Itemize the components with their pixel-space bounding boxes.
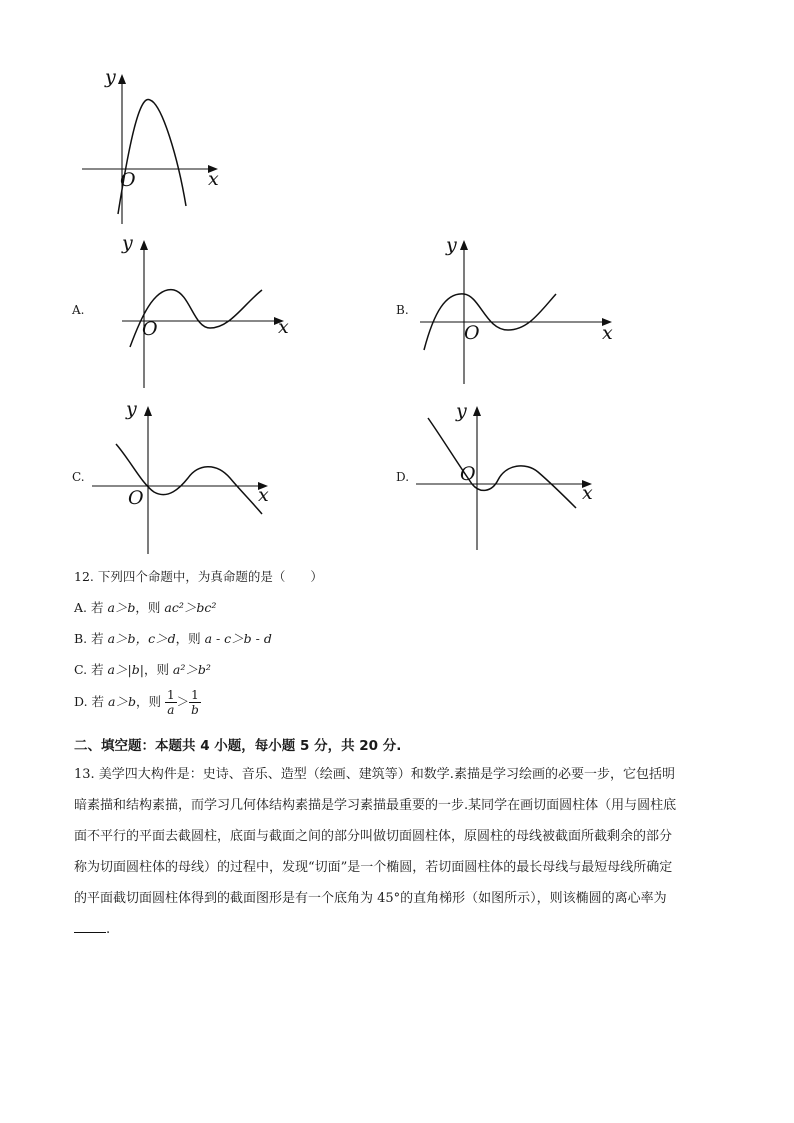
top-graph xyxy=(78,66,228,226)
derivative-curve xyxy=(118,99,186,214)
option-d-graph xyxy=(414,398,604,556)
denominator: b xyxy=(191,703,199,717)
origin-label: O xyxy=(120,169,136,191)
option-a-letter: A. xyxy=(72,303,85,317)
y-axis-label: y xyxy=(456,400,467,422)
option-b-graph xyxy=(416,232,621,390)
q13-line: 的平面截切面圆柱体得到的截面图形是有一个底角为 45°的直角梯形（如图所示），则该椭圆的离心率为 xyxy=(74,891,667,906)
option-prefix: C. 若 xyxy=(74,662,108,677)
condition: a＞|b| xyxy=(107,662,144,677)
option-a-graph xyxy=(118,232,303,390)
origin-label: O xyxy=(460,463,476,485)
y-axis-arrow-icon xyxy=(460,240,468,250)
q12-option-c xyxy=(74,660,211,678)
conclusion: a²＞b² xyxy=(172,662,211,677)
q13-text xyxy=(74,759,724,945)
condition: a＞b，c＞d xyxy=(107,631,176,646)
conclusion: ac²＞bc² xyxy=(164,600,217,615)
option-d-curve xyxy=(428,418,576,508)
x-axis-label: x xyxy=(208,168,219,190)
end-period: . xyxy=(106,922,111,937)
x-axis-label: x xyxy=(582,482,593,504)
q13-line: 面不平行的平面去截圆柱，底面与截面之间的部分叫做切面圆柱体，原圆柱的母线被截面所截剩余的部分 xyxy=(74,829,673,844)
y-axis-label: y xyxy=(126,398,137,420)
option-c-letter: C. xyxy=(72,470,85,484)
y-axis-arrow-icon xyxy=(473,406,481,416)
then-word: ，则 xyxy=(143,662,173,677)
y-axis-arrow-icon xyxy=(118,74,126,84)
q12-stem: 12. 下列四个命题中，为真命题的是（ ） xyxy=(74,569,323,584)
q13-line: 13. 美学四大构件是：史诗、音乐、造型（绘画、建筑等）和数学.素描是学习绘画的必要一步，它包括明 xyxy=(74,767,675,782)
fraction-1-over-a xyxy=(165,688,177,717)
q12-option-b xyxy=(74,629,272,647)
numerator: 1 xyxy=(166,688,175,702)
option-d-letter: D. xyxy=(396,470,410,484)
conclusion: a - c＞b - d xyxy=(204,631,272,646)
option-prefix: D. 若 xyxy=(74,694,108,709)
q13-answer-line xyxy=(74,914,724,945)
origin-label: O xyxy=(142,318,158,340)
y-axis-label: y xyxy=(105,66,116,88)
then-word: ，则 xyxy=(135,694,165,709)
x-axis-label: x xyxy=(258,484,269,506)
condition: a＞b xyxy=(107,600,136,615)
y-axis-label: y xyxy=(122,232,133,254)
origin-label: O xyxy=(464,322,480,344)
q12-option-a xyxy=(74,598,216,616)
x-axis-label: x xyxy=(602,322,613,344)
then-word: ，则 xyxy=(135,600,165,615)
section-2-heading: 二、填空题：本题共 4 小题，每小题 5 分，共 20 分. xyxy=(74,738,402,754)
q13-line: 称为切面圆柱体的母线）的过程中，发现“切面”是一个椭圆，若切面圆柱体的最长母线与最短母线所确定 xyxy=(74,860,673,875)
x-axis-label: x xyxy=(278,316,289,338)
fraction-1-over-b xyxy=(189,688,201,717)
q13-line: 暗素描和结构素描，而学习几何体结构素描是学习素描最重要的一步.某同学在画切面圆柱体（用与圆柱底 xyxy=(74,798,677,813)
option-prefix: B. 若 xyxy=(74,631,108,646)
condition: a＞b xyxy=(108,694,136,709)
option-c-graph xyxy=(90,398,280,556)
origin-label: O xyxy=(128,487,144,509)
y-axis-label: y xyxy=(446,234,457,256)
greater-than-sign: ＞ xyxy=(176,694,190,709)
then-word: ，则 xyxy=(175,631,205,646)
denominator: a xyxy=(165,702,177,717)
q12-option-d xyxy=(74,688,201,717)
numerator: 1 xyxy=(191,688,199,702)
answer-blank xyxy=(74,920,106,933)
option-b-letter: B. xyxy=(396,303,409,317)
y-axis-arrow-icon xyxy=(144,406,152,416)
y-axis-arrow-icon xyxy=(140,240,148,250)
option-prefix: A. 若 xyxy=(74,600,108,615)
